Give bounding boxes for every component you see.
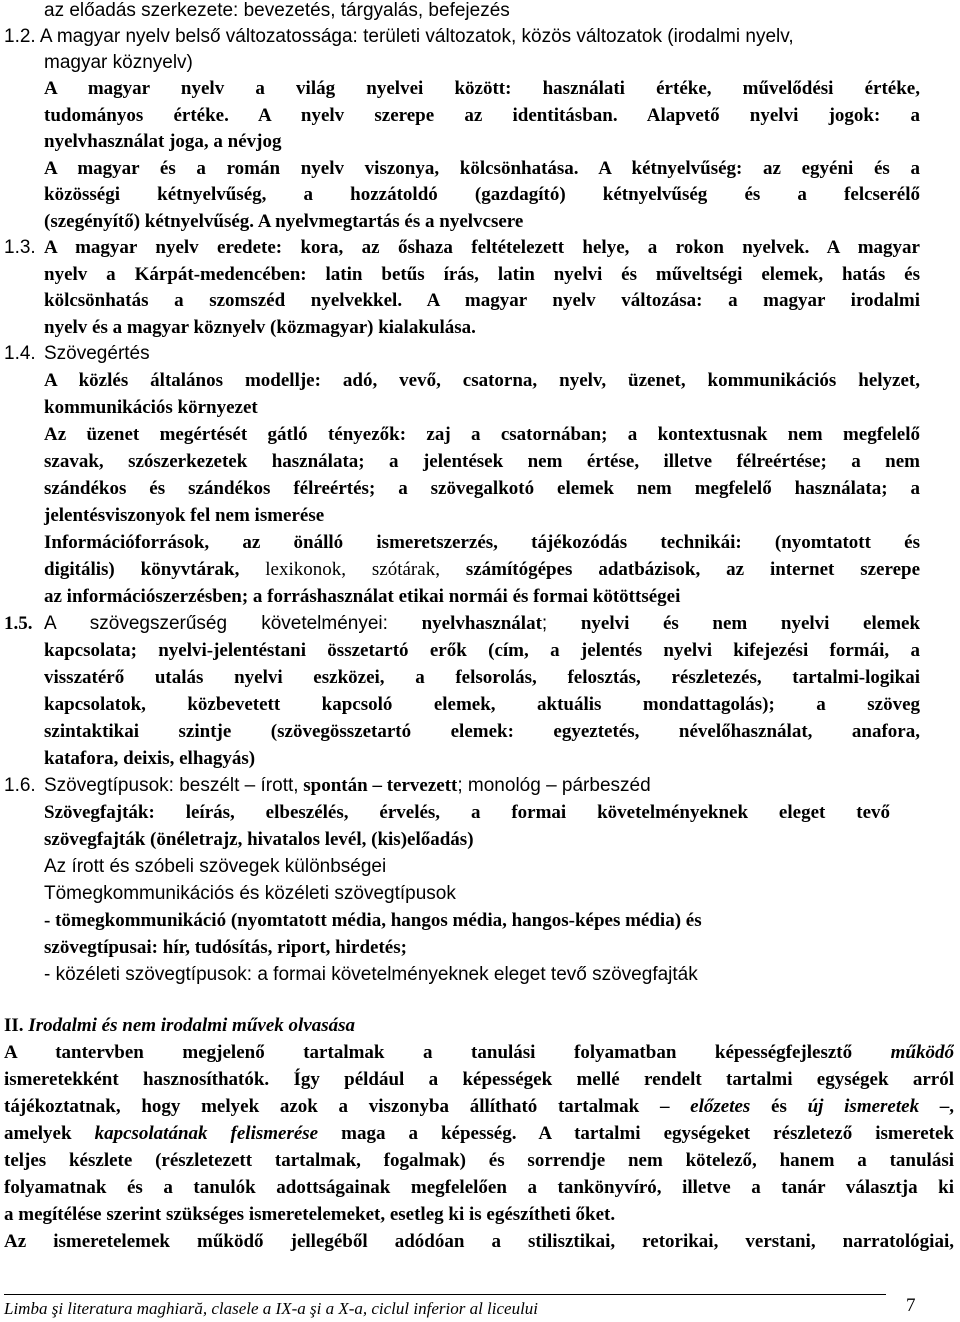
text-line <box>44 773 651 799</box>
text-line: nyelv és a magyar köznyelv (közmagyar) kialakulása. <box>44 317 476 338</box>
text-line: - tömegkommunikáció (nyomtatott média, hangos média, hangos-képes média) és <box>44 910 702 931</box>
text-span: A tantervben megjelenő tartalmak a tanulási folyamatban képességfejlesztő <box>4 1042 853 1063</box>
page-number: 7 <box>906 1295 916 1316</box>
text-span: nyelvhasználat <box>421 613 542 634</box>
text-span: ; <box>541 613 548 634</box>
text-line: 1.2. A magyar nyelv belső változatossága: területi változatok, közös változatok (irodalmi nyelv, <box>4 26 794 47</box>
text-span: lexikonok, szótárak, <box>265 559 440 580</box>
text-span: A szövegszerűség követelményei: <box>44 613 388 634</box>
text-line: A magyar nyelv a világ nyelvei között: használati értéke, művelődési értéke, <box>44 78 920 99</box>
text-line: kapcsolatok, közbevetett kapcsoló elemek, aktuális mondattagolás); a szöveg <box>44 694 920 715</box>
text-line: az előadás szerkezete: bevezetés, tárgyalás, befejezés <box>44 0 510 21</box>
text-span: előzetes <box>690 1096 751 1117</box>
text-line: nyelv a Kárpát-medencében: latin betűs írás, latin nyelvi és műveltségi elemek, hatás és <box>44 264 920 285</box>
text-span: új ismeretek <box>807 1096 920 1117</box>
text-line: magyar köznyelv) <box>44 52 193 73</box>
text-line: Szövegfajták: leírás, elbeszélés, érvelés, a formai követelményeknek eleget tevő <box>44 802 890 823</box>
text-line <box>44 209 523 235</box>
text-span: tudományos értéke. <box>44 105 229 126</box>
text-span: (szegényítő) kétnyelvűség. <box>44 211 255 232</box>
text-line: - közéleti szövegtípusok: a formai követelményeknek eleget tevő szövegfajták <box>44 964 698 985</box>
text-line: szintaktikai szintje (szövegösszetartó elemek: egyeztetés, névelőhasználat, anafora, <box>44 721 920 742</box>
text-span: A nyelvmegtartás és a nyelvcsere <box>257 211 524 232</box>
text-line: szándékos és szándékos félreértés; a szövegalkotó elemek nem megfelelő használata; a <box>44 478 920 499</box>
text-span: amelyek <box>4 1123 72 1144</box>
text-line: jelentésviszonyok fel nem ismerése <box>44 505 325 526</box>
text-span: Szövegtípusok: beszélt – írott, <box>44 775 299 796</box>
text-line: az információszerzésben; a forráshasználat etikai normái és formai kötöttségei <box>44 586 681 607</box>
text-line: nyelvhasználat joga, a névjog <box>44 131 282 152</box>
section-number: 1.6. <box>4 775 36 796</box>
text-line: Az ismeretelemek működő jellegéből adódóan a stilisztikai, retorikai, verstani, narratológiai, <box>4 1231 954 1252</box>
text-line: szövegfajták (önéletrajz, hivatalos levél, (kis)előadás) <box>44 829 474 850</box>
text-span: és <box>771 1096 787 1117</box>
text-line <box>4 1094 954 1120</box>
text-line: visszatérő utalás nyelvi eszközei, a felsorolás, felosztás, részletezés, tartalmi-logikai <box>44 667 920 688</box>
section-number: 1.4. <box>4 343 36 364</box>
section-number: II. <box>4 1015 24 1036</box>
text-line: szövegtípusai: hír, tudósítás, riport, hirdetés; <box>44 937 407 958</box>
text-span: tájékoztatnak, hogy melyek azok a viszonyba állítható tartalmak – <box>4 1096 670 1117</box>
text-line: Az írott és szóbeli szövegek különbségei <box>44 856 387 877</box>
text-span: spontán – tervezett <box>303 775 458 796</box>
text-line <box>44 156 920 182</box>
text-span: számítógépes adatbázisok, az internet szerepe <box>465 559 920 580</box>
section-heading <box>4 1013 355 1039</box>
footer-divider <box>4 1294 886 1295</box>
text-line: kölcsönhatás a szomszéd nyelvekkel. A magyar nyelv változása: a magyar irodalmi <box>44 290 920 311</box>
section-number: 1.3. <box>4 237 36 258</box>
text-line <box>44 611 920 637</box>
text-line: katafora, deixis, elhagyás) <box>44 748 256 769</box>
text-span: –, <box>939 1096 954 1117</box>
text-line <box>4 1121 954 1147</box>
text-span: A nyelv szerepe az identitásban. <box>258 105 618 126</box>
text-line: kapcsolata; nyelvi-jelentéstani összetartó erők (cím, a jelentés nyelvi kifejezési formái, a <box>44 640 920 661</box>
text-line: kommunikációs környezet <box>44 397 258 418</box>
text-span: Alapvető nyelvi jogok: a <box>646 105 920 126</box>
text-line: folyamatnak és a tanulók adottságainak megfelelően a tankönyvíró, illetve a tanár választja ki <box>4 1177 954 1198</box>
text-span: működő <box>890 1042 954 1063</box>
text-span: kapcsolatának felismerése <box>94 1123 319 1144</box>
text-line <box>44 103 920 129</box>
text-span: maga a képesség. A tartalmi egységeket részletező ismeretek <box>341 1123 954 1144</box>
text-line: a megítélése szerint szükséges ismeretelemeket, esetleg ki is egészítheti őket. <box>4 1204 616 1225</box>
section-number: 1.5. <box>4 613 33 634</box>
text-line <box>44 557 920 583</box>
text-line: A magyar nyelv eredete: kora, az őshaza feltételezett helye, a rokon nyelvek. A magyar <box>44 237 920 258</box>
text-line: Az üzenet megértését gátló tényezők: zaj a csatornában; a kontextusnak nem megfelelő <box>44 424 920 445</box>
section-title: Szövegértés <box>44 343 150 364</box>
text-span: nyelvi és nem nyelvi elemek <box>580 613 920 634</box>
text-line: A közlés általános modellje: adó, vevő, csatorna, nyelv, üzenet, kommunikációs helyzet, <box>44 370 920 391</box>
text-span: ; monológ – párbeszéd <box>457 775 651 796</box>
text-line: közösségi kétnyelvűség, a hozzátoldó (gazdagító) kétnyelvűség és a felcserélő <box>44 184 920 205</box>
text-line: Tömegkommunikációs és közéleti szövegtípusok <box>44 883 456 904</box>
text-line <box>4 235 36 261</box>
section-title: Irodalmi és nem irodalmi művek olvasása <box>28 1015 355 1036</box>
text-span: A magyar és a román nyelv viszonya, kölcsönhatása. <box>44 158 579 179</box>
footer-text: Limba şi literatura maghiară, clasele a IX-a şi a X-a, ciclul inferior al liceului <box>4 1299 539 1318</box>
text-line: Információforrások, az önálló ismeretszerzés, tájékozódás technikái: (nyomtatott és <box>44 532 920 553</box>
text-line: teljes készlete (részletezett tartalmak, fogalmak) és sorrendje nem kötelező, hanem a tanulási <box>4 1150 954 1171</box>
text-line: ismeretekként hasznosíthatók. Így például a képességek mellé rendelt tartalmi egységek arról <box>4 1069 954 1090</box>
text-span: A kétnyelvűség: az egyéni és a <box>598 158 920 179</box>
text-span: digitális) könyvtárak, <box>44 559 240 580</box>
text-line: szavak, szószerkezetek használata; a jelentések nem értése, illetve félreértése; a nem <box>44 451 920 472</box>
text-line <box>4 1040 954 1066</box>
